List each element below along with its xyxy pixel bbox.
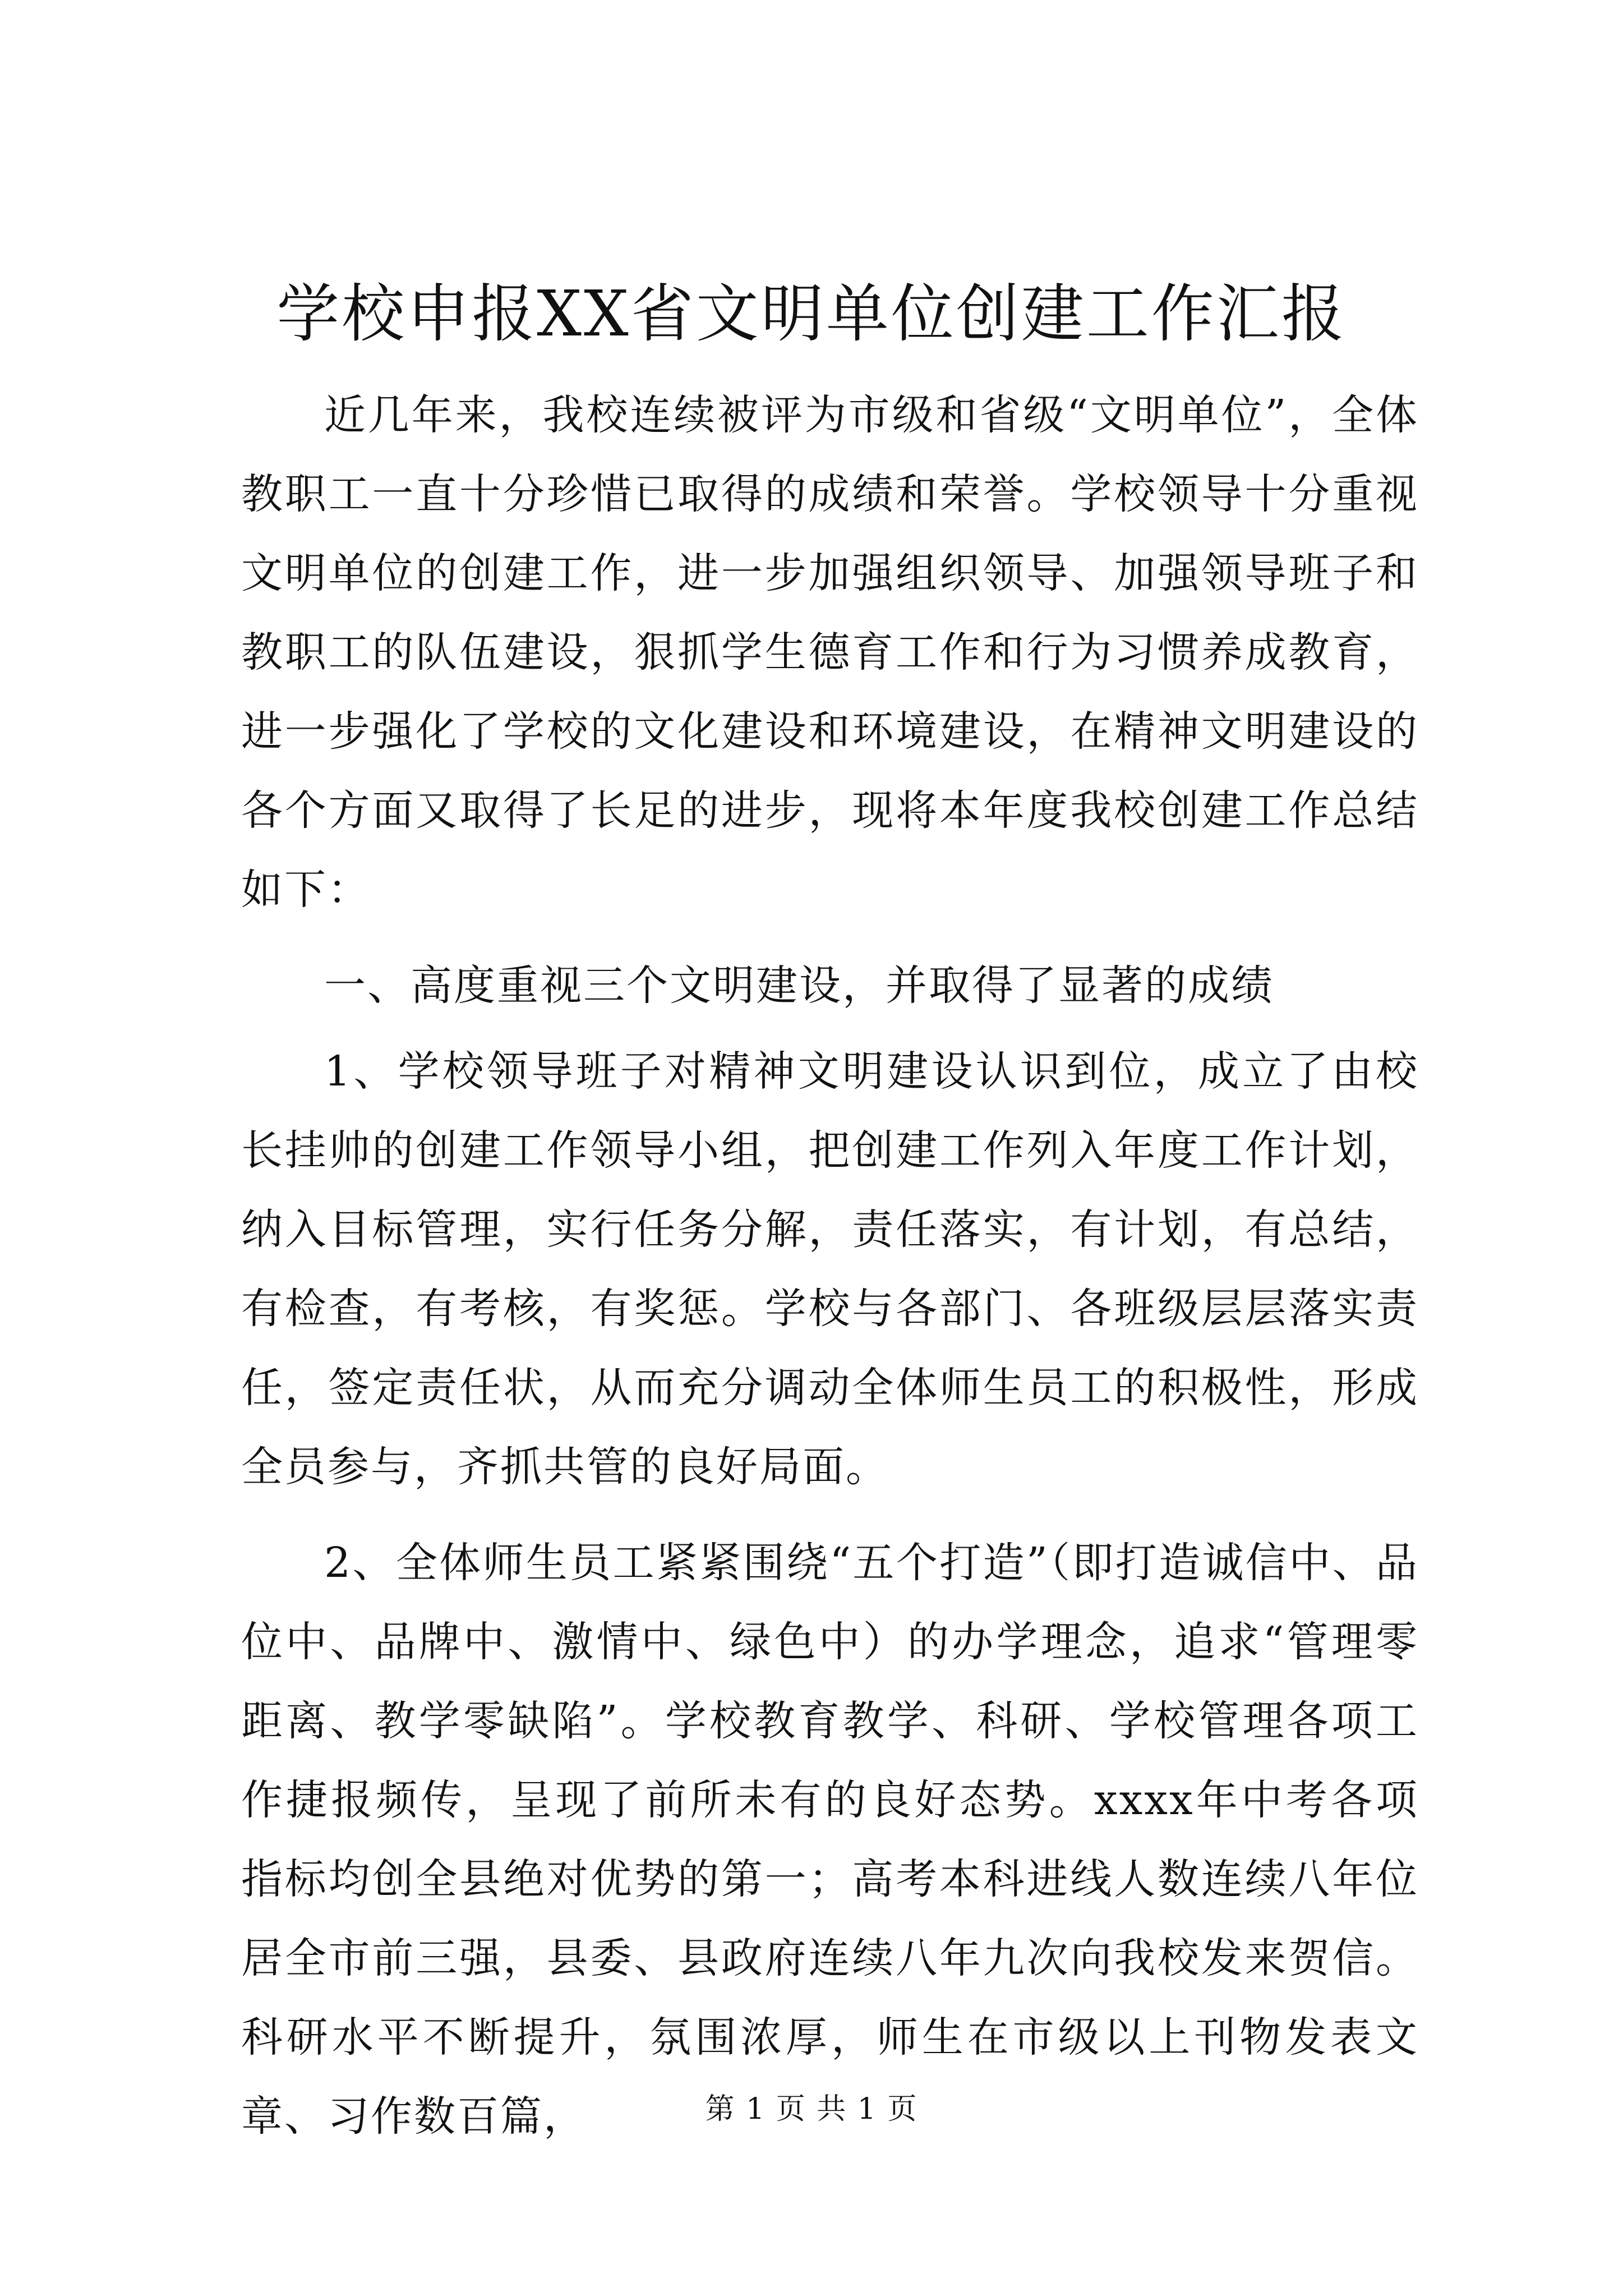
section-heading-1: 一、高度重视三个文明建设，并取得了显著的成绩 xyxy=(324,961,1274,1010)
document-body xyxy=(241,376,1419,2173)
document-title: 学校申报XX省文明单位创建工作汇报 xyxy=(276,278,1347,351)
paragraph-item-1: 1、学校领导班子对精神文明建设认识到位，成立了由校长挂帅的创建工作领导小组，把创建工作列入年度工作计划，纳入目标管理，实行任务分解，责任落实，有计划，有总结，有检查，有考核，有奖惩。学校与各部门、各班级层层落实责任，签定责任状，从而充分调动全体师生员工的积极性，形成全员参与，齐抓共管的良好局面。 xyxy=(241,1047,1419,1491)
paragraph-item-2: 2、全体师生员工紧紧围绕“五个打造”（即打造诚信中、品位中、品牌中、激情中、绿色中）的办学理念，追求“管理零距离、教学零缺陷”。学校教育教学、科研、学校管理各项工作捷报频传，呈现了前所未有的良好态势。xxxx年中考各项指标均创全县绝对优势的第一；高考本科进线人数连续八年位居全市前三强，县委、县政府连续八年九次向我校发来贺信。科研水平不断提升，氛围浓厚，师生在市级以上刊物发表文章、习作数百篇， xyxy=(241,1539,1419,2141)
paragraph-intro: 近几年来，我校连续被评为市级和省级“文明单位”，全体教职工一直十分珍惜已取得的成绩和荣誉。学校领导十分重视文明单位的创建工作，进一步加强组织领导、加强领导班子和教职工的队伍建设，狠抓学生德育工作和行为习惯养成教育，进一步强化了学校的文化建设和环境建设，在精神文明建设的各个方面又取得了长足的进步，现将本年度我校创建工作总结如下： xyxy=(241,391,1419,914)
page-number-footer: 第 1 页 共 1 页 xyxy=(705,2092,918,2126)
